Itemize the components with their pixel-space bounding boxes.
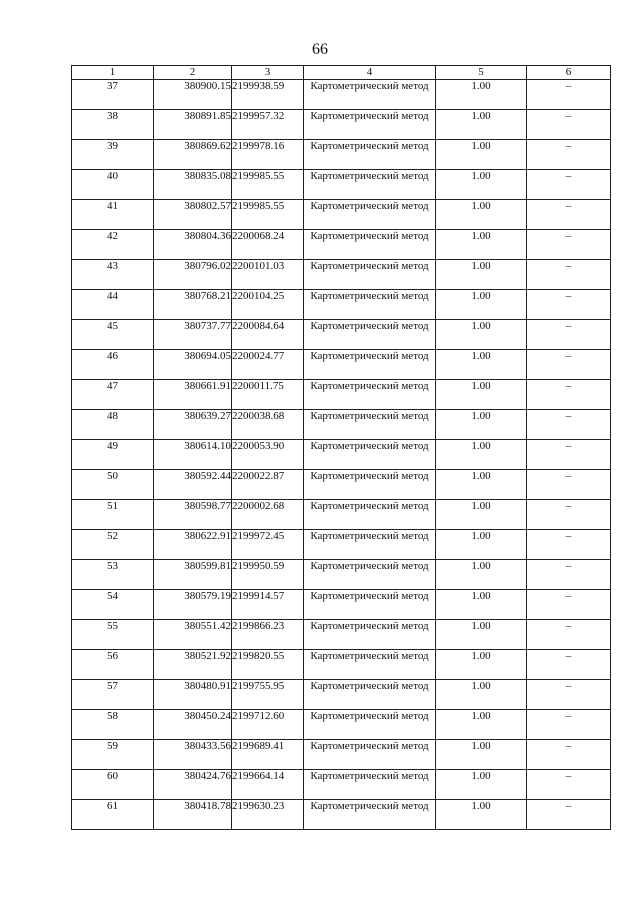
table-row — [72, 440, 611, 470]
point-number-cell: 54 — [72, 590, 154, 620]
x-coordinate-cell: 380796.02 — [154, 260, 232, 290]
accuracy-cell: 1.00 — [436, 320, 527, 350]
method-cell: Картометрический метод — [304, 770, 436, 800]
x-coordinate-cell: 380418.78 — [154, 800, 232, 830]
table-row — [72, 770, 611, 800]
method-cell: Картометрический метод — [304, 230, 436, 260]
method-cell: Картометрический метод — [304, 260, 436, 290]
y-coordinate-cell: 2199950.59 — [232, 560, 304, 590]
method-cell: Картометрический метод — [304, 80, 436, 110]
x-coordinate-cell: 380768.21 — [154, 290, 232, 320]
y-coordinate-cell: 2200024.77 — [232, 350, 304, 380]
y-coordinate-cell: 2200011.75 — [232, 380, 304, 410]
coordinates-table — [71, 65, 611, 830]
y-coordinate-cell: 2199957.32 — [232, 110, 304, 140]
y-coordinate-cell: 2199712.60 — [232, 710, 304, 740]
point-number-cell: 42 — [72, 230, 154, 260]
note-cell: – — [527, 500, 611, 530]
accuracy-cell: 1.00 — [436, 110, 527, 140]
page-number: 66 — [312, 41, 328, 58]
note-cell: – — [527, 350, 611, 380]
method-cell: Картометрический метод — [304, 650, 436, 680]
y-coordinate-cell: 2199985.55 — [232, 170, 304, 200]
y-coordinate-cell: 2200053.90 — [232, 440, 304, 470]
accuracy-cell: 1.00 — [436, 200, 527, 230]
method-cell: Картометрический метод — [304, 560, 436, 590]
note-cell: – — [527, 590, 611, 620]
x-coordinate-cell: 380804.36 — [154, 230, 232, 260]
accuracy-cell: 1.00 — [436, 560, 527, 590]
point-number-cell: 58 — [72, 710, 154, 740]
method-cell: Картометрический метод — [304, 350, 436, 380]
table-body — [72, 80, 611, 830]
table-row — [72, 680, 611, 710]
table-row — [72, 290, 611, 320]
y-coordinate-cell: 2199978.16 — [232, 140, 304, 170]
method-cell: Картометрический метод — [304, 740, 436, 770]
y-coordinate-cell: 2199689.41 — [232, 740, 304, 770]
method-cell: Картометрический метод — [304, 470, 436, 500]
column-header-6: 6 — [527, 66, 611, 80]
x-coordinate-cell: 380551.42 — [154, 620, 232, 650]
table-row — [72, 620, 611, 650]
method-cell: Картометрический метод — [304, 440, 436, 470]
method-cell: Картометрический метод — [304, 110, 436, 140]
note-cell: – — [527, 650, 611, 680]
point-number-cell: 56 — [72, 650, 154, 680]
x-coordinate-cell: 380521.92 — [154, 650, 232, 680]
note-cell: – — [527, 530, 611, 560]
accuracy-cell: 1.00 — [436, 680, 527, 710]
y-coordinate-cell: 2200084.64 — [232, 320, 304, 350]
x-coordinate-cell: 380661.91 — [154, 380, 232, 410]
accuracy-cell: 1.00 — [436, 470, 527, 500]
point-number-cell: 52 — [72, 530, 154, 560]
method-cell: Картометрический метод — [304, 710, 436, 740]
method-cell: Картометрический метод — [304, 170, 436, 200]
table-row — [72, 350, 611, 380]
accuracy-cell: 1.00 — [436, 260, 527, 290]
point-number-cell: 38 — [72, 110, 154, 140]
x-coordinate-cell: 380694.05 — [154, 350, 232, 380]
table-header-row — [72, 66, 611, 80]
point-number-cell: 44 — [72, 290, 154, 320]
method-cell: Картометрический метод — [304, 500, 436, 530]
note-cell: – — [527, 320, 611, 350]
note-cell: – — [527, 710, 611, 740]
table-row — [72, 800, 611, 830]
x-coordinate-cell: 380598.77 — [154, 500, 232, 530]
x-coordinate-cell: 380614.10 — [154, 440, 232, 470]
x-coordinate-cell: 380424.76 — [154, 770, 232, 800]
point-number-cell: 39 — [72, 140, 154, 170]
x-coordinate-cell: 380579.19 — [154, 590, 232, 620]
x-coordinate-cell: 380737.77 — [154, 320, 232, 350]
method-cell: Картометрический метод — [304, 320, 436, 350]
accuracy-cell: 1.00 — [436, 170, 527, 200]
method-cell: Картометрический метод — [304, 620, 436, 650]
y-coordinate-cell: 2199630.23 — [232, 800, 304, 830]
y-coordinate-cell: 2200104.25 — [232, 290, 304, 320]
point-number-cell: 40 — [72, 170, 154, 200]
table-row — [72, 140, 611, 170]
point-number-cell: 49 — [72, 440, 154, 470]
accuracy-cell: 1.00 — [436, 800, 527, 830]
column-header-5: 5 — [436, 66, 527, 80]
note-cell: – — [527, 110, 611, 140]
note-cell: – — [527, 770, 611, 800]
table-row — [72, 470, 611, 500]
accuracy-cell: 1.00 — [436, 500, 527, 530]
method-cell: Картометрический метод — [304, 200, 436, 230]
note-cell: – — [527, 740, 611, 770]
note-cell: – — [527, 170, 611, 200]
accuracy-cell: 1.00 — [436, 620, 527, 650]
table-row — [72, 320, 611, 350]
column-header-4: 4 — [304, 66, 436, 80]
column-header-3: 3 — [232, 66, 304, 80]
accuracy-cell: 1.00 — [436, 440, 527, 470]
method-cell: Картометрический метод — [304, 800, 436, 830]
note-cell: – — [527, 200, 611, 230]
method-cell: Картометрический метод — [304, 530, 436, 560]
point-number-cell: 46 — [72, 350, 154, 380]
note-cell: – — [527, 230, 611, 260]
table-row — [72, 740, 611, 770]
accuracy-cell: 1.00 — [436, 290, 527, 320]
table-row — [72, 590, 611, 620]
method-cell: Картометрический метод — [304, 590, 436, 620]
note-cell: – — [527, 410, 611, 440]
note-cell: – — [527, 560, 611, 590]
table-row — [72, 230, 611, 260]
accuracy-cell: 1.00 — [436, 230, 527, 260]
y-coordinate-cell: 2200022.87 — [232, 470, 304, 500]
note-cell: – — [527, 260, 611, 290]
y-coordinate-cell: 2199664.14 — [232, 770, 304, 800]
table-row — [72, 710, 611, 740]
x-coordinate-cell: 380802.57 — [154, 200, 232, 230]
x-coordinate-cell: 380433.56 — [154, 740, 232, 770]
table-row — [72, 410, 611, 440]
table-row — [72, 200, 611, 230]
point-number-cell: 45 — [72, 320, 154, 350]
note-cell: – — [527, 440, 611, 470]
accuracy-cell: 1.00 — [436, 650, 527, 680]
note-cell: – — [527, 380, 611, 410]
accuracy-cell: 1.00 — [436, 590, 527, 620]
accuracy-cell: 1.00 — [436, 410, 527, 440]
y-coordinate-cell: 2199914.57 — [232, 590, 304, 620]
accuracy-cell: 1.00 — [436, 710, 527, 740]
accuracy-cell: 1.00 — [436, 140, 527, 170]
point-number-cell: 59 — [72, 740, 154, 770]
y-coordinate-cell: 2199972.45 — [232, 530, 304, 560]
point-number-cell: 41 — [72, 200, 154, 230]
x-coordinate-cell: 380639.27 — [154, 410, 232, 440]
y-coordinate-cell: 2199938.59 — [232, 80, 304, 110]
note-cell: – — [527, 620, 611, 650]
table-row — [72, 530, 611, 560]
table-row — [72, 560, 611, 590]
point-number-cell: 50 — [72, 470, 154, 500]
accuracy-cell: 1.00 — [436, 740, 527, 770]
method-cell: Картометрический метод — [304, 290, 436, 320]
method-cell: Картометрический метод — [304, 380, 436, 410]
x-coordinate-cell: 380450.24 — [154, 710, 232, 740]
table-row — [72, 80, 611, 110]
x-coordinate-cell: 380900.15 — [154, 80, 232, 110]
note-cell: – — [527, 470, 611, 500]
method-cell: Картометрический метод — [304, 680, 436, 710]
note-cell: – — [527, 140, 611, 170]
y-coordinate-cell: 2199755.95 — [232, 680, 304, 710]
note-cell: – — [527, 290, 611, 320]
point-number-cell: 47 — [72, 380, 154, 410]
table-row — [72, 380, 611, 410]
point-number-cell: 57 — [72, 680, 154, 710]
y-coordinate-cell: 2200038.68 — [232, 410, 304, 440]
point-number-cell: 53 — [72, 560, 154, 590]
column-header-1: 1 — [72, 66, 154, 80]
point-number-cell: 48 — [72, 410, 154, 440]
table-row — [72, 260, 611, 290]
column-header-2: 2 — [154, 66, 232, 80]
method-cell: Картометрический метод — [304, 140, 436, 170]
table-row — [72, 110, 611, 140]
x-coordinate-cell: 380622.91 — [154, 530, 232, 560]
point-number-cell: 37 — [72, 80, 154, 110]
accuracy-cell: 1.00 — [436, 770, 527, 800]
x-coordinate-cell: 380592.44 — [154, 470, 232, 500]
x-coordinate-cell: 380891.85 — [154, 110, 232, 140]
y-coordinate-cell: 2199820.55 — [232, 650, 304, 680]
note-cell: – — [527, 680, 611, 710]
y-coordinate-cell: 2200101.03 — [232, 260, 304, 290]
accuracy-cell: 1.00 — [436, 350, 527, 380]
accuracy-cell: 1.00 — [436, 530, 527, 560]
x-coordinate-cell: 380480.91 — [154, 680, 232, 710]
point-number-cell: 61 — [72, 800, 154, 830]
accuracy-cell: 1.00 — [436, 380, 527, 410]
note-cell: – — [527, 80, 611, 110]
x-coordinate-cell: 380835.08 — [154, 170, 232, 200]
accuracy-cell: 1.00 — [436, 80, 527, 110]
y-coordinate-cell: 2199866.23 — [232, 620, 304, 650]
point-number-cell: 43 — [72, 260, 154, 290]
note-cell: – — [527, 800, 611, 830]
y-coordinate-cell: 2200002.68 — [232, 500, 304, 530]
y-coordinate-cell: 2200068.24 — [232, 230, 304, 260]
point-number-cell: 60 — [72, 770, 154, 800]
x-coordinate-cell: 380599.81 — [154, 560, 232, 590]
point-number-cell: 51 — [72, 500, 154, 530]
x-coordinate-cell: 380869.62 — [154, 140, 232, 170]
point-number-cell: 55 — [72, 620, 154, 650]
method-cell: Картометрический метод — [304, 410, 436, 440]
y-coordinate-cell: 2199985.55 — [232, 200, 304, 230]
table-row — [72, 170, 611, 200]
table-row — [72, 650, 611, 680]
table-row — [72, 500, 611, 530]
